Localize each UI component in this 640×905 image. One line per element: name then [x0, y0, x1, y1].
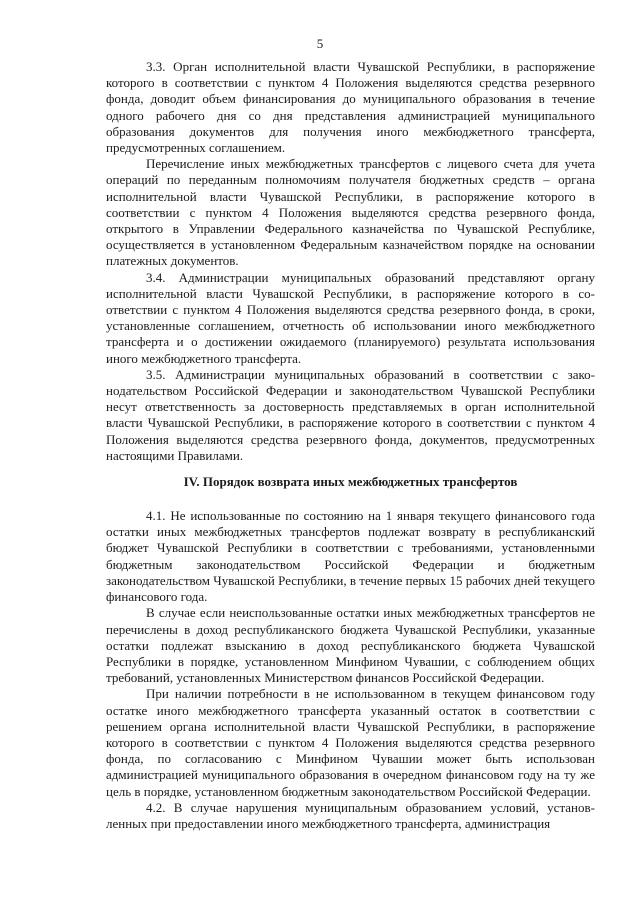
- paragraph-4-2: 4.2. В случае нарушения муниципальным образованием условий, установленных при предоставлении иного межбюджетного трансферта, администрация: [106, 799, 595, 831]
- paragraph-3-3-transfer: Перечисление иных межбюджетных трансфертов с лицевого счета для учета операций по переданным полномочиям получателя бюджетных средств – органа исполнительной власти Чувашской Республики, в распоряжение которого в соответствии с пунктом 4 Положения выделяются средства резервного фонда, открытого в Управлении Федерального казначейства по Чувашской Республике, осуществляется в установленном Федеральным казначейством порядке на основании платежных документов.: [106, 156, 595, 269]
- page-number: 5: [316, 36, 324, 51]
- paragraph-4-1: 4.1. Не использованные по состоянию на 1 января текущего финансового года остатки иных межбюджетных трансфертов подлежат возврату в республиканский бюджет Чувашской Республики в соответствии с требованиями, установленными бюджетным законодательством Российской Федерации и бюджетным законодательством Чувашской Республики, в течение первых 15 рабочих дней текущего финансового года.: [106, 508, 595, 605]
- paragraph-4-1-recovery: В случае если неиспользованные остатки иных межбюджетных трансфертов не перечислены в доход республиканского бюджета Чувашской Республики, указанные остатки подлежат взысканию в доход республиканского бюджета Чувашской Республики в порядке, установленном Минфином Чувашии, с соблюдением общих требований, установленных Министерством финансов Российской Федерации.: [106, 605, 595, 686]
- paragraph-3-4: 3.4. Администрации муниципальных образований представляют органу исполнительной власти Чувашской Республики, в распоряжение которого в соответствии с пунктом 4 Положения выделяются средства резервного фонда, в сроки, установленные соглашением, отчетность об использовании иного межбюджетного трансферта и о достижении ожидаемого (планируемого) результата использования иного межбюджетного трансферта.: [106, 269, 595, 366]
- section-heading-iv: IV. Порядок возврата иных межбюджетных трансфертов: [183, 474, 518, 490]
- paragraph-3-3: 3.3. Орган исполнительной власти Чувашской Республики, в распоряжение которого в соответствии с пунктом 4 Положения выделяются средства резервного фонда, доводит объем финансирования до муниципального образования в течение одного рабочего дня со дня представления администрацией муниципального образования документов для получения иного межбюджетного трансферта, предусмотренных соглашением.: [106, 59, 595, 156]
- paragraph-4-1-reuse: При наличии потребности в не использованном в текущем финансовом году остатке иного межбюджетного трансферта указанный остаток в соответствии с решением органа исполнительной власти Чувашской Республики, в распоряжение которого в соответствии с пунктом 4 Положения выделяются средства резервного фонда, по согласованию с Минфином Чувашии может быть использован администрацией муниципального образования в очередном финансовом году на ту же цель в порядке, установленном бюджетным законодательством Российской Федерации.: [106, 686, 595, 799]
- paragraph-3-5: 3.5. Администрации муниципальных образований в соответствии с законодательством Российской Федерации и законодательством Чувашской Республики несут ответственность за достоверность представляемых в орган исполнительной власти Чувашской Республики, в распоряжение которого в соответствии с пунктом 4 Положения выделяются средства резервного фонда, документов, предусмотренных настоящими Правилами.: [106, 366, 595, 463]
- document-body: [106, 59, 595, 832]
